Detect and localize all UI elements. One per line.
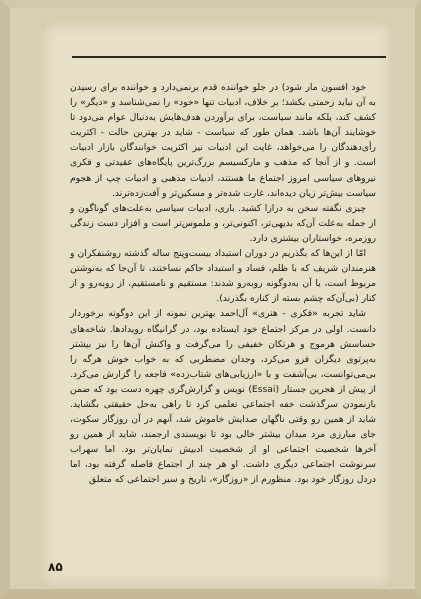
paragraph: خود افسون مار شود) در جلو خواننده قدم برنمی‌دارد و خواننده برای رسیدن به آن نباید زحمتی بکشد؛ بر خلاف، ادبیات تنها «خود» را نمی‌شناسد و «دیگر» را کشف کند، بلکه مانند سیاست، برای برآوردن هدف‌هایش به‌دنبال عوام می‌دود تا خوشایند آن‌ها باشد. همان طور که سیاست - شاید در بهترین حالت - اکثریت رأی‌دهندگان را می‌خواهد، غایت این ادبیات نیز اکثریت خوانندگان بازار ادبیات است. و از آنجا که مذهب و مارکسیسم بزرگ‌ترین پایگاه‌های عقیدتی و فکری نیروهای سیاسی امروز اجتماع ما هستند، ادبیات مذهبی و ادبیات چپ از هجوم سیاست بیش‌تر زیان دیده‌اند، غارت شده‌تر و مسکین‌تر و آفت‌زده‌ترند.	[70, 82, 376, 199]
paragraph: چیزی نگفته سخن به درازا کشید. باری، ادبیات سیاسی به‌علت‌های گوناگون و از جمله به‌علت آن‌که بدیهی‌تر، اکنونی‌تر، و ملموس‌تر است و افزار دست زندگی روزمره، خواستاران بیشتری دارد.	[70, 202, 376, 244]
book-page	[42, 22, 392, 587]
header-rule	[72, 56, 386, 58]
paragraph: شاید تجربه «فکری - هنری» آل‌احمد بهترین نمونه از این دوگونه برخوردار دانست. اولی در مرکز اجتماع خود ایستاده بود، در گرانیگاه رویدادها. شاخه‌های حساسش هرموج و هرتکان خفیفی را می‌گرفت و واکنش آن‌ها را نیز بیشتر به‌پرتوی دیگران فرو می‌کرد، وجدان مضطربی که به خواب خوش هرگه را بی‌می‌توانست، بی‌آشفت و با «ارزیابی‌های شتاب‌زده» فاجعه را گزارش می‌کرد. از پیش از هجرین جستار (Essai) نویس و گزارش‌گری چهره دست بود که ضمن بازنمودن سرگذشت خفه اجتماعی تعلمی کرد تا راهی به‌حل حقیقتی بگشاید. شاید از همین رو وقتی ناگهان صدایش خاموش شد، آنهم در آن روزگار سکوت، جای مبارزی مرد میدان بیشتر خالی بود تا نویسندی ارجمند، شاید از همین رو آخرها شخصیت اجتماعی او از شخصیت ادبیش نمایان‌تر بود. اما سهراب سرنوشت اجتماعی دیگری داشت. او هر چند از اجتماع فاصله گرفته بود، اما دردل روزگار خود بود. منظورم از «روزگار»، تاریخ و سیر اجتماعی که متعلق	[70, 308, 376, 486]
page-number: ۸۵	[48, 560, 63, 574]
paragraph: امّا از این‌ها که بگذریم در دوران استبداد بیست‌وپنج ساله گذشته روشنفکران و هنرمندان شریف که با ظلم، فساد و استبداد حاکم نساختند، تا آن‌جا که به‌نوشتن مربوط است، یا آن به‌دوگونه روبه‌رو شدند: مستقیم و نامستقیم، از روبه‌رو و از کنار (بی‌آن‌که چشم بسته از کناره بگذرند).	[70, 248, 376, 305]
body-text	[70, 80, 376, 488]
